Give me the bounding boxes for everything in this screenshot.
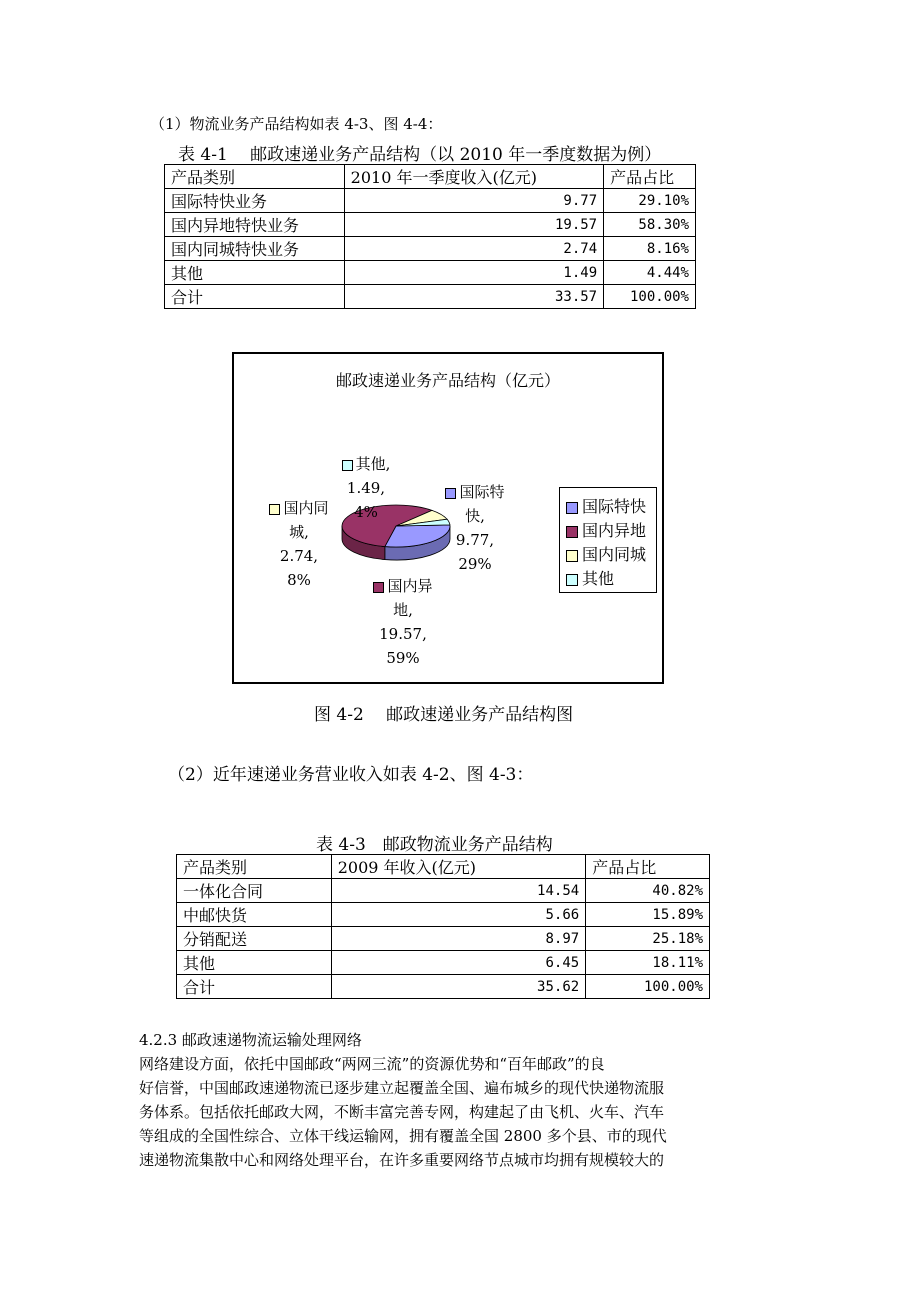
intro-text-2: （2）近年速递业务营业收入如表 4-2、图 4-3： [168,765,534,785]
table-row [165,285,696,309]
table2-header-row [177,855,710,879]
legend-label: 国际特快 [582,497,647,516]
pie-label-local [254,496,344,592]
table-row [165,261,696,285]
pie-label-text: 快, [465,507,485,525]
legend-swatch-icon [566,574,578,586]
table-cell: 58.30% [604,213,696,237]
pie-label-text: 国内异 [387,577,433,595]
chart-title: 邮政速递业务产品结构（亿元） [335,371,560,390]
table-cell: 6.45 [331,951,586,975]
figure-caption: 图 4-2 邮政速递业务产品结构图 [314,705,574,725]
table-cell: 5.66 [331,903,586,927]
table1-caption: 表 4-1 邮政速递业务产品结构（以 2010 年一季度数据为例） [178,145,662,165]
table-cell: 分销配送 [177,927,332,951]
table2-caption: 表 4-3 邮政物流业务产品结构 [316,835,553,855]
body-line: 好信誉，中国邮政速递物流已逐步建立起覆盖全国、遍布城乡的现代快递物流服 [139,1079,665,1097]
table-cell: 40.82% [586,879,710,903]
table-row [177,975,710,999]
table-cell: 国际特快业务 [165,189,345,213]
body-line: 务体系。包括依托邮政大网，不断丰富完善专网，构建起了由飞机、火车、汽车 [139,1103,665,1121]
pie-label-value: 1.49, [346,479,386,497]
table2-header-cell: 产品类别 [177,855,332,879]
table-cell: 合计 [165,285,345,309]
table-row [177,903,710,927]
table-cell: 100.00% [604,285,696,309]
table1-header-row [165,165,696,189]
table-cell: 8.16% [604,237,696,261]
intro-text-1: （1）物流业务产品结构如表 4-3、图 4-4： [150,115,443,133]
table-row [177,927,710,951]
pie-label-percent: 29% [458,555,492,573]
table-cell: 1.49 [344,261,603,285]
table2-header-cell: 2009 年收入(亿元) [331,855,586,879]
body-line: 网络建设方面，依托中国邮政“两网三流”的资源优势和“百年邮政”的良 [139,1055,605,1073]
section-heading: 4.2.3 邮政速递物流运输处理网络 [139,1031,362,1049]
table-cell: 9.77 [344,189,603,213]
table-cell: 15.89% [586,903,710,927]
swatch-local-icon [269,504,280,515]
pie-label-percent: 59% [386,649,420,667]
legend-item [566,518,646,541]
legend-label: 国内异地 [582,521,647,540]
table-cell: 一体化合同 [177,879,332,903]
body-line: 等组成的全国性综合、立体干线运输网，拥有覆盖全国 2800 多个县、市的现代 [139,1127,667,1145]
table-cell: 33.57 [344,285,603,309]
pie-label-value: 2.74, [279,547,319,565]
pie-label-text: 其他, [355,455,391,473]
swatch-other-icon [342,460,353,471]
table-cell: 25.18% [586,927,710,951]
table-cell: 18.11% [586,951,710,975]
pie-label-value: 19.57, [379,625,427,643]
table-row [165,237,696,261]
table1 [164,164,696,309]
pie-label-text: 城, [289,523,309,541]
chart-legend [559,487,657,593]
swatch-intl-icon [445,488,456,499]
swatch-domestic-icon [373,582,384,593]
table-cell: 国内同城特快业务 [165,237,345,261]
pie-chart-frame [232,352,664,684]
table-cell: 合计 [177,975,332,999]
pie-label-text: 国内同 [283,499,329,517]
pie-label-percent: 8% [287,571,311,589]
table-cell: 29.10% [604,189,696,213]
table-cell: 35.62 [331,975,586,999]
table-cell: 国内异地特快业务 [165,213,345,237]
table2-header-cell: 产品占比 [586,855,710,879]
table1-header-cell: 2010 年一季度收入(亿元) [344,165,603,189]
legend-item [566,494,646,517]
legend-item [566,542,646,565]
table-cell: 2.74 [344,237,603,261]
pie-label-value: 9.77, [455,531,495,549]
legend-swatch-icon [566,502,578,514]
pie-label-text: 地, [393,601,413,619]
pie-label-text: 国际特 [459,483,505,501]
pie-label-domestic [358,574,448,670]
legend-label: 国内同城 [582,545,647,564]
table1-header-cell: 产品类别 [165,165,345,189]
table-row [177,879,710,903]
table-row [165,213,696,237]
table-cell: 14.54 [331,879,586,903]
table-cell: 19.57 [344,213,603,237]
table-cell: 8.97 [331,927,586,951]
table-row [177,951,710,975]
legend-swatch-icon [566,550,578,562]
table-cell: 4.44% [604,261,696,285]
table-cell: 其他 [165,261,345,285]
table-cell: 100.00% [586,975,710,999]
pie-label-percent: 4% [354,503,378,521]
table-cell: 其他 [177,951,332,975]
table-cell: 中邮快货 [177,903,332,927]
body-line: 速递物流集散中心和网络处理平台，在许多重要网络节点城市均拥有规模较大的 [139,1151,665,1169]
pie-label-intl [434,480,516,576]
legend-label: 其他 [582,569,615,588]
legend-swatch-icon [566,526,578,538]
table-row [165,189,696,213]
legend-item [566,566,614,589]
table1-header-cell: 产品占比 [604,165,696,189]
table2 [176,854,710,999]
